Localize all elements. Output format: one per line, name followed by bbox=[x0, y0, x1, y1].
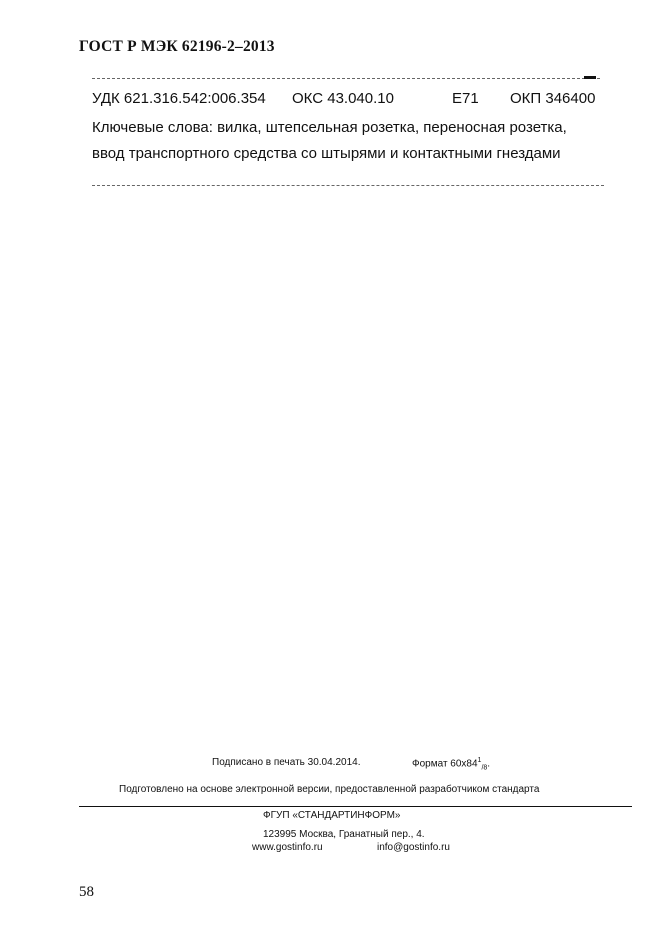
top-divider bbox=[92, 78, 600, 79]
publisher-address: 123995 Москва, Гранатный пер., 4. bbox=[263, 829, 425, 840]
format-numerator: 1 bbox=[477, 757, 482, 764]
oks-code: ОКС 43.040.10 bbox=[292, 90, 394, 107]
udk-code: УДК 621.316.542:006.354 bbox=[92, 90, 266, 107]
middle-divider bbox=[92, 185, 604, 186]
classification-codes bbox=[92, 90, 612, 110]
publisher-website: www.gostinfo.ru bbox=[252, 842, 323, 853]
signed-date: Подписано в печать 30.04.2014. bbox=[212, 757, 361, 768]
keywords-line-2: ввод транспортного средства со штырями и контактными гнездами bbox=[92, 145, 561, 162]
format-label: Формат 60x84 bbox=[412, 758, 478, 770]
prepared-note: Подготовлено на основе электронной версии, предоставленной разработчиком стандарта bbox=[119, 784, 540, 795]
okp-code: ОКП 346400 bbox=[510, 90, 596, 107]
standard-header: ГОСТ Р МЭК 62196-2–2013 bbox=[79, 38, 275, 55]
keywords-line-1: Ключевые слова: вилка, штепсельная розетка, переносная розетка, bbox=[92, 119, 567, 136]
bottom-divider bbox=[79, 806, 632, 807]
top-divider-mark bbox=[584, 76, 596, 79]
group-code: Е71 bbox=[452, 90, 479, 107]
format-end: . bbox=[487, 758, 491, 770]
format-denominator: /8 bbox=[481, 764, 488, 772]
print-format bbox=[412, 757, 490, 771]
publisher-name: ФГУП «СТАНДАРТИНФОРМ» bbox=[263, 810, 401, 821]
publisher-email: info@gostinfo.ru bbox=[377, 842, 450, 853]
page-number: 58 bbox=[79, 884, 94, 900]
